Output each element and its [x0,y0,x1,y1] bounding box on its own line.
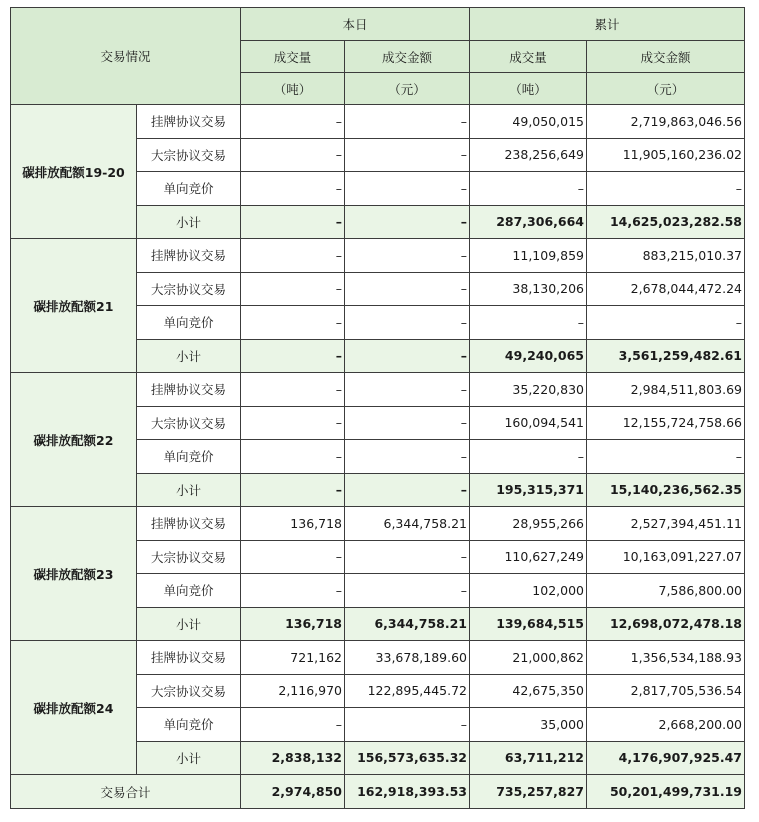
today-amount: – [345,540,470,574]
trade-type: 大宗协议交易 [137,406,241,440]
table-row [11,105,745,139]
today-volume: – [241,708,345,742]
today-volume: – [241,105,345,139]
subtotal-label: 小计 [137,205,241,239]
cumulative-volume: 35,220,830 [470,373,587,407]
cumulative-amount: 2,984,511,803.69 [587,373,745,407]
table-row [11,641,745,675]
cumulative-volume: – [470,306,587,340]
cumulative-volume: 35,000 [470,708,587,742]
table-row [11,507,745,541]
cumulative-volume: – [470,440,587,474]
today-volume: – [241,406,345,440]
header-today-volume: 成交量 [241,41,345,73]
today-amount: – [345,172,470,206]
cumulative-amount: 15,140,236,562.35 [587,473,745,507]
total-row [11,775,745,809]
today-volume: 2,838,132 [241,741,345,775]
trade-type: 单向竞价 [137,172,241,206]
today-amount: – [345,574,470,608]
header-trade-info: 交易情况 [11,8,241,105]
header-today-amount: 成交金额 [345,41,470,73]
cumulative-amount: – [587,306,745,340]
subtotal-label: 小计 [137,741,241,775]
today-volume: – [241,272,345,306]
cumulative-volume: 21,000,862 [470,641,587,675]
cumulative-amount: 12,155,724,758.66 [587,406,745,440]
cumulative-volume: 287,306,664 [470,205,587,239]
subtotal-label: 小计 [137,473,241,507]
today-amount: 162,918,393.53 [345,775,470,809]
header-cum-volume-unit: （吨） [470,73,587,105]
today-amount: – [345,339,470,373]
today-volume: – [241,205,345,239]
trade-type: 大宗协议交易 [137,272,241,306]
group-name: 碳排放配额21 [11,239,137,373]
trade-summary-table [10,7,745,809]
cumulative-volume: 11,109,859 [470,239,587,273]
trade-type: 挂牌协议交易 [137,105,241,139]
today-amount: 33,678,189.60 [345,641,470,675]
cumulative-volume: 42,675,350 [470,674,587,708]
cumulative-amount: 4,176,907,925.47 [587,741,745,775]
table-row [11,239,745,273]
today-volume: – [241,138,345,172]
cumulative-amount: 7,586,800.00 [587,574,745,608]
cumulative-amount: 2,719,863,046.56 [587,105,745,139]
subtotal-label: 小计 [137,339,241,373]
today-amount: – [345,272,470,306]
trade-type: 大宗协议交易 [137,540,241,574]
cumulative-volume: 49,240,065 [470,339,587,373]
header-cum-volume: 成交量 [470,41,587,73]
trade-type: 单向竞价 [137,440,241,474]
today-amount: 156,573,635.32 [345,741,470,775]
cumulative-volume: 195,315,371 [470,473,587,507]
cumulative-amount: 2,817,705,536.54 [587,674,745,708]
today-volume: – [241,339,345,373]
today-amount: 6,344,758.21 [345,607,470,641]
subtotal-label: 小计 [137,607,241,641]
cumulative-amount: 3,561,259,482.61 [587,339,745,373]
today-volume: – [241,239,345,273]
cumulative-volume: 63,711,212 [470,741,587,775]
cumulative-amount: 2,678,044,472.24 [587,272,745,306]
today-volume: – [241,172,345,206]
cumulative-amount: 12,698,072,478.18 [587,607,745,641]
cumulative-volume: 38,130,206 [470,272,587,306]
today-amount: – [345,205,470,239]
today-volume: 721,162 [241,641,345,675]
header-today-amount-unit: （元） [345,73,470,105]
cumulative-amount: 14,625,023,282.58 [587,205,745,239]
cumulative-amount: 11,905,160,236.02 [587,138,745,172]
today-volume: 2,974,850 [241,775,345,809]
cumulative-volume: 238,256,649 [470,138,587,172]
today-amount: 122,895,445.72 [345,674,470,708]
trade-type: 单向竞价 [137,574,241,608]
table-row [11,373,745,407]
cumulative-amount: 1,356,534,188.93 [587,641,745,675]
trade-type: 挂牌协议交易 [137,239,241,273]
cumulative-amount: – [587,172,745,206]
cumulative-amount: 2,527,394,451.11 [587,507,745,541]
today-amount: – [345,373,470,407]
cumulative-amount: 883,215,010.37 [587,239,745,273]
today-amount: 6,344,758.21 [345,507,470,541]
cumulative-volume: 49,050,015 [470,105,587,139]
cumulative-volume: 139,684,515 [470,607,587,641]
today-volume: 136,718 [241,507,345,541]
group-name: 碳排放配额19-20 [11,105,137,239]
today-amount: – [345,473,470,507]
today-volume: – [241,473,345,507]
header-cum-amount-unit: （元） [587,73,745,105]
today-amount: – [345,440,470,474]
cumulative-amount: 50,201,499,731.19 [587,775,745,809]
today-volume: – [241,440,345,474]
today-volume: 2,116,970 [241,674,345,708]
cumulative-amount: 10,163,091,227.07 [587,540,745,574]
trade-type: 挂牌协议交易 [137,507,241,541]
trade-type: 单向竞价 [137,306,241,340]
today-volume: 136,718 [241,607,345,641]
today-amount: – [345,406,470,440]
group-name: 碳排放配额23 [11,507,137,641]
trade-type: 大宗协议交易 [137,674,241,708]
today-volume: – [241,373,345,407]
today-volume: – [241,574,345,608]
group-name: 碳排放配额24 [11,641,137,775]
group-name: 碳排放配额22 [11,373,137,507]
header-cum-amount: 成交金额 [587,41,745,73]
cumulative-volume: 735,257,827 [470,775,587,809]
trade-type: 大宗协议交易 [137,138,241,172]
cumulative-volume: 102,000 [470,574,587,608]
today-amount: – [345,306,470,340]
today-amount: – [345,708,470,742]
cumulative-volume: 160,094,541 [470,406,587,440]
today-volume: – [241,306,345,340]
trade-type: 单向竞价 [137,708,241,742]
cumulative-volume: 110,627,249 [470,540,587,574]
cumulative-amount: 2,668,200.00 [587,708,745,742]
total-label: 交易合计 [11,775,241,809]
today-amount: – [345,239,470,273]
today-amount: – [345,105,470,139]
trade-type: 挂牌协议交易 [137,373,241,407]
cumulative-amount: – [587,440,745,474]
cumulative-volume: – [470,172,587,206]
trade-type: 挂牌协议交易 [137,641,241,675]
today-amount: – [345,138,470,172]
header-today-volume-unit: （吨） [241,73,345,105]
header-today: 本日 [241,8,470,41]
today-volume: – [241,540,345,574]
header-cumulative: 累计 [470,8,745,41]
cumulative-volume: 28,955,266 [470,507,587,541]
